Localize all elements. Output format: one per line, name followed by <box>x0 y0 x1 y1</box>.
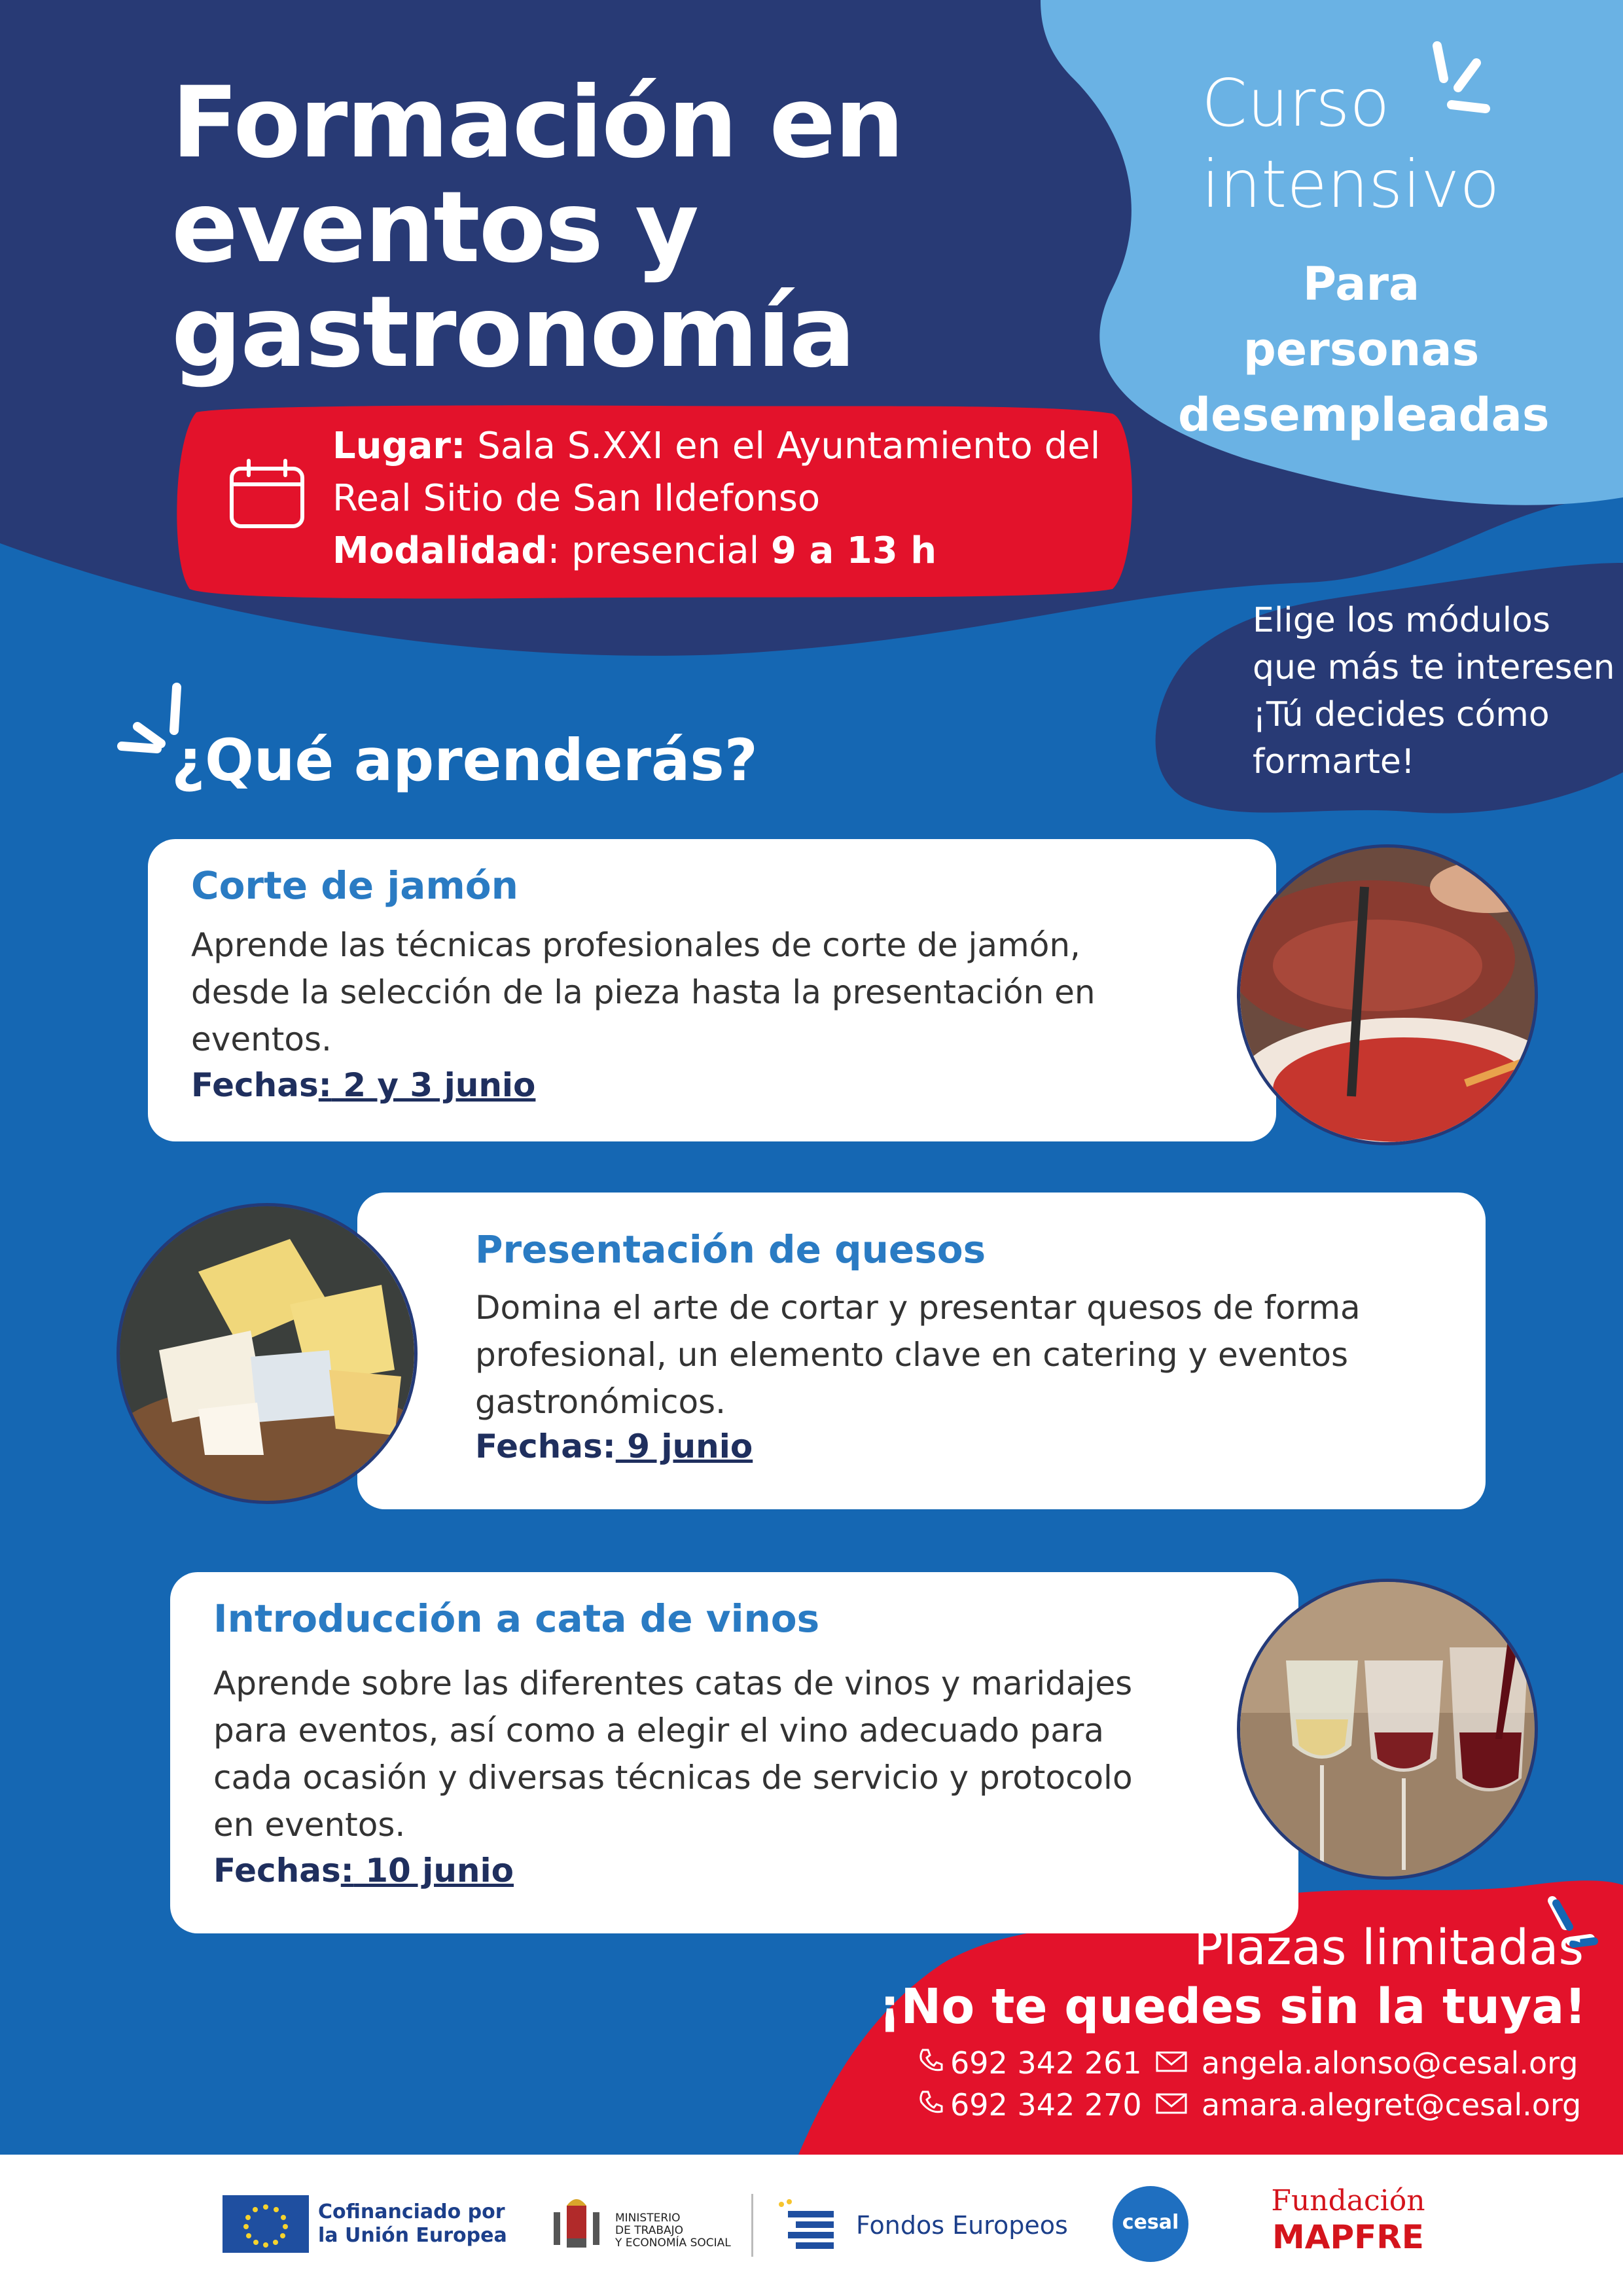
ministerio-text <box>615 2212 731 2250</box>
phone-icon <box>918 2043 950 2083</box>
elige-line-2: que más te interesen <box>1253 648 1615 687</box>
wine-photo <box>1237 1579 1538 1880</box>
cesal-logo <box>1113 2186 1188 2262</box>
ministerio-line-3: Y ECONOMÍA SOCIAL <box>615 2236 731 2250</box>
desc-line: para eventos, así como a elegir el vino adecuado para <box>213 1712 1105 1749</box>
title-line-2: eventos y <box>171 171 698 285</box>
email-2[interactable] <box>1156 2085 1581 2125</box>
course-type <box>1202 63 1500 225</box>
phone-1[interactable] <box>918 2043 1142 2083</box>
eu-cofunded-text <box>318 2200 507 2248</box>
elige-line-1: Elige los módulos <box>1253 601 1550 640</box>
spain-coat-of-arms-icon <box>547 2193 606 2258</box>
modalidad-label: Modalidad <box>332 529 548 572</box>
ministerio-line-1: MINISTERIO <box>615 2212 681 2225</box>
module-dates <box>213 1850 514 1892</box>
cheese-illustration <box>120 1206 418 1504</box>
desc-line: profesional, un elemento clave en catering y eventos <box>475 1336 1349 1374</box>
module-description <box>213 1660 1195 1848</box>
module-dates <box>191 1064 535 1106</box>
module-dates: Fechas: 9 junio <box>475 1427 753 1465</box>
desc-line: Domina el arte de cortar y presentar quesos de forma <box>475 1289 1361 1327</box>
choose-modules-note <box>1253 597 1619 785</box>
module-card-quesos <box>357 1193 1486 1509</box>
calendar-icon <box>228 458 306 530</box>
dates-value[interactable]: : 2 y 3 junio <box>318 1066 536 1104</box>
module-title: Presentación de quesos <box>475 1227 986 1272</box>
lugar-value-2: Real Sitio de San Ildefonso <box>332 477 821 520</box>
module-description <box>191 922 1173 1063</box>
desc-line: gastronómicos. <box>475 1383 726 1421</box>
venue-line-1 <box>332 420 1137 473</box>
modalidad-hours: 9 a 13 h <box>771 529 937 572</box>
dates-value[interactable]: 9 junio <box>615 1427 753 1465</box>
modalidad-value: : presencial <box>547 529 772 572</box>
audience-line-1: Para personas <box>1243 257 1480 376</box>
fundacion-text: Fundación <box>1271 2184 1425 2217</box>
phone-number: 692 342 261 <box>950 2045 1142 2081</box>
phone-2[interactable] <box>918 2085 1142 2125</box>
fondos-europeos-text: Fondos Europeos <box>856 2211 1068 2240</box>
title-line-3: gastronomía <box>171 276 855 389</box>
modalidad-line <box>332 525 1137 577</box>
module-description <box>475 1284 1457 1426</box>
phone-icon <box>918 2085 950 2125</box>
cta-tagline: ¡No te quedes sin la tuya! <box>878 1979 1586 2035</box>
mail-icon <box>1156 2085 1202 2125</box>
venue-info <box>332 420 1137 577</box>
course-type-line-1: Curso <box>1202 65 1390 141</box>
cheese-photo <box>116 1203 418 1504</box>
eu-flag-icon <box>223 2195 309 2253</box>
desc-line: Aprende las técnicas profesionales de corte de jamón, <box>191 926 1080 964</box>
cesal-text: cesal <box>1122 2211 1179 2234</box>
ministerio-line-2: DE TRABAJO <box>615 2224 684 2237</box>
eu-text-line-2: la Unión Europea <box>318 2224 507 2247</box>
desc-line: cada ocasión y diversas técnicas de servicio y protocolo <box>213 1759 1133 1797</box>
mapfre-text: MAPFRE <box>1272 2218 1424 2256</box>
module-card-jamon <box>148 839 1276 1141</box>
logo-divider <box>751 2194 753 2257</box>
audience-line-2: desempleadas <box>1178 388 1550 442</box>
lugar-label: Lugar: <box>332 425 466 467</box>
ham-illustration <box>1240 848 1538 1145</box>
audience <box>1178 251 1550 448</box>
lugar-value-1: Sala S.XXI en el Ayuntamiento del <box>465 425 1101 467</box>
desc-line: en eventos. <box>213 1806 406 1844</box>
limited-places: Plazas limitadas <box>1194 1920 1584 1976</box>
desc-line: desde la selección de la pieza hasta la presentación en <box>191 973 1096 1011</box>
mail-icon <box>1156 2043 1202 2083</box>
dates-value[interactable]: : 10 junio <box>340 1852 514 1890</box>
fondos-europeos-icon <box>772 2199 844 2251</box>
phone-number: 692 342 270 <box>950 2087 1142 2123</box>
module-card-vinos <box>170 1572 1298 1933</box>
elige-line-4: formarte! <box>1253 742 1415 781</box>
wine-illustration <box>1240 1582 1538 1880</box>
ham-photo <box>1237 844 1538 1145</box>
eu-text-line-1: Cofinanciado por <box>318 2200 505 2223</box>
elige-line-3: ¡Tú decides cómo <box>1253 695 1550 734</box>
dates-label: Fechas <box>191 1066 319 1104</box>
course-type-line-2: intensivo <box>1202 146 1500 223</box>
module-title: Corte de jamón <box>191 863 518 908</box>
dates-label: Fechas <box>475 1427 603 1465</box>
footer-logos <box>0 2155 1623 2296</box>
title-line-1: Formación en <box>171 66 903 180</box>
desc-line: Aprende sobre las diferentes catas de vinos y maridajes <box>213 1664 1133 1702</box>
email-1[interactable] <box>1156 2043 1578 2083</box>
module-title: Introducción a cata de vinos <box>213 1596 820 1641</box>
email-address: amara.alegret@cesal.org <box>1202 2087 1582 2123</box>
page-title <box>171 66 957 389</box>
section-heading: ¿Qué aprenderás? <box>171 726 758 794</box>
desc-line: eventos. <box>191 1020 332 1058</box>
email-address: angela.alonso@cesal.org <box>1202 2045 1578 2081</box>
dates-label: Fechas <box>213 1852 341 1890</box>
